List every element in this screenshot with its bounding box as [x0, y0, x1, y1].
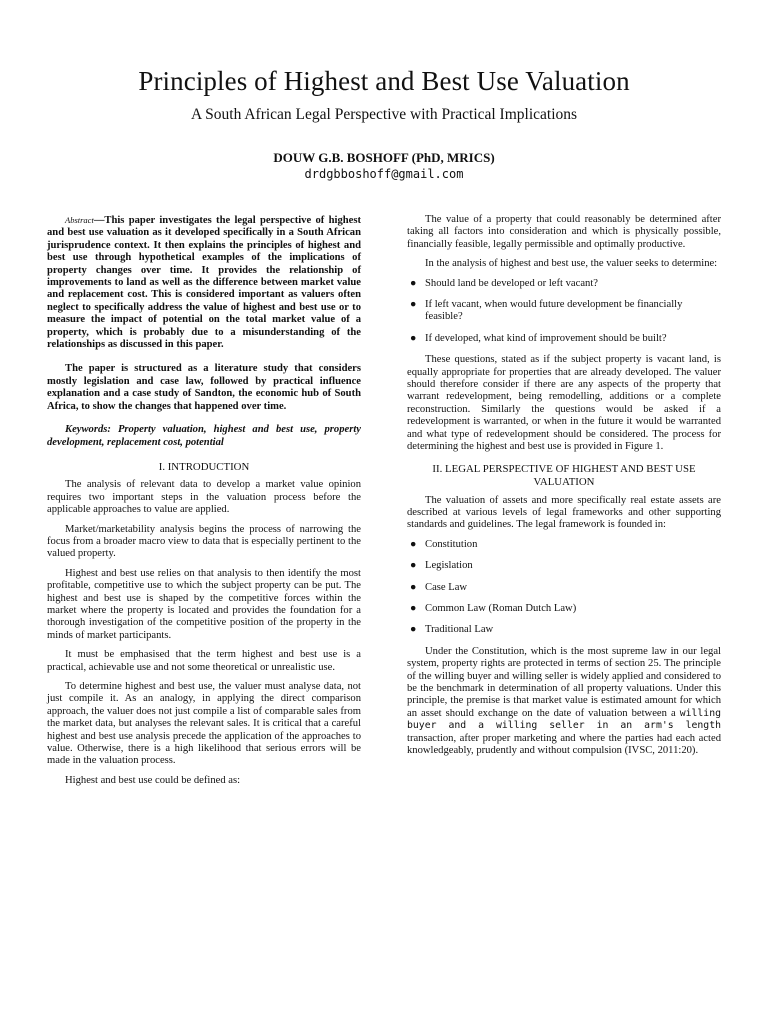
abstract-structure-paragraph: The paper is structured as a literature study that considers mostly legislation and case law, followed by practical influence explanation and a case study of Sandton, the economic hub of South Africa, to show the changes that happened over time. — [47, 363, 361, 412]
abstract-dash: — — [93, 215, 105, 226]
list-item: ● Legislation — [410, 560, 473, 572]
bullet-icon: ● — [410, 581, 417, 593]
bullet-icon: ● — [410, 624, 417, 636]
body-paragraph: These questions, stated as if the subject property is vacant land, is equally appropriate for properties that are already developed. The valuer should therefore consider if there are any aspects of the property that warrant redevelopment, being remodelling, additions or a complete reconstruction. Similarly the questions would be asked if a redevelopment is warranted, or when in the future it would be warranted and what type of redevelopment should be considered. The process for determining the highest and best use is provided in Figure 1. — [407, 354, 721, 453]
definition-paragraph: The value of a property that could reasonably be determined after taking all factors into consideration and which is physically possible, financially feasible, legally permissible and optimally productive. — [407, 214, 721, 250]
body-paragraph: The valuation of assets and more specifically real estate assets are described at various levels of legal frameworks and other supporting standards and guidelines. The legal framework is founded in: — [407, 494, 721, 531]
question-list — [407, 278, 721, 346]
section-heading-legal-perspective: II. LEGAL PERSPECTIVE OF HIGHEST AND BEST USE VALUATION — [432, 462, 696, 488]
paper-title: Principles of Highest and Best Use Valuation — [138, 66, 630, 96]
list-item: ● Case Law — [410, 581, 468, 593]
intro-paragraph: Highest and best use could be defined as: — [65, 774, 241, 786]
intro-paragraph: The analysis of relevant data to develop a market value opinion requires two important steps in the valuation process before the applicable approaches to value are applied. — [47, 479, 361, 516]
bullet-icon: ● — [410, 277, 417, 289]
list-item: ● Common Law (Roman Dutch Law) — [410, 602, 577, 614]
abstract-label: Abstract — [65, 215, 94, 225]
constitution-paragraph: Under the Constitution, which is the most supreme law in our legal system, property rights are protected in terms of section 25. The principle of the willing buyer and willing seller is widely applied and considered to be the benchmark in determination of all property valuations. Under this principle, the premise is that market value is estimated amount for which an asset should exchange on the date of valuation between a willing buyer and a willing seller in an arm's length transaction, after proper marketing and where the parties had each acted knowledgeably, prudently and without compulsion (IVSC, 2011:20). — [407, 645, 721, 756]
bullet-icon: ● — [410, 299, 417, 311]
intro-paragraph: It must be emphasised that the term highest and best use is a practical, achievable use and not some theoretical or unrealistic use. — [47, 649, 361, 673]
framework-list — [407, 539, 721, 637]
bullet-icon: ● — [410, 332, 417, 344]
bullet-icon: ● — [410, 602, 417, 614]
left-column — [47, 214, 361, 794]
right-column — [407, 214, 721, 764]
list-item: ● If developed, what kind of improvement should be built? — [410, 332, 667, 344]
body-paragraph: In the analysis of highest and best use, the valuer seeks to determine: — [425, 258, 718, 270]
bullet-icon: ● — [410, 538, 417, 550]
keywords: Keywords: Property valuation, highest and best use, property development, replacement cost, potential — [47, 424, 361, 448]
abstract-text: This paper investigates the legal perspective of highest and best use valuation as it developed specifically in a South African jurisprudence context. It then explains the principles of highest and best use through hypothetical examples of the implications of property changes over time. It provides the relationship of improvements to land as well as the difference between market value and replacement cost. This is considered important as valuers often neglect to specifically address the value of highest and best use or to measure the impact of potential on the total market value of a property, which is probably due to a misunderstanding of the relationships as discussed in this paper. — [47, 215, 361, 351]
list-item: ● Should land be developed or left vacant? — [410, 277, 598, 289]
paper-subtitle: A South African Legal Perspective with Practical Implications — [190, 106, 578, 123]
intro-paragraph: To determine highest and best use, the valuer must analyse data, not just compile it. As an analogy, in applying the direct comparison approach, the valuer does not just compile a list of comparable sales from the market data, but analyses the relevant sales. It is critical that a careful highest and best use analysis precede the application of the approaches to value. Otherwise, there is a high likelihood that serious errors will be made in the valuation process. — [47, 681, 361, 767]
bullet-icon: ● — [410, 560, 417, 572]
intro-paragraph: Market/marketability analysis begins the process of narrowing the focus from a broader macro view to data that is especially pertinent to the valued property. — [47, 523, 361, 560]
author-name: DOUW G.B. BOSHOFF (PhD, MRICS) — [273, 150, 495, 165]
list-item: ● Traditional Law — [410, 624, 494, 636]
abstract-paragraph — [47, 214, 361, 351]
list-item: ● Constitution — [410, 538, 478, 550]
section-heading-introduction: I. INTRODUCTION — [158, 460, 250, 473]
list-item: ● If left vacant, when would future development be financially feasible? — [410, 299, 683, 323]
author-email: drdgbboshoff@gmail.com — [304, 167, 464, 181]
intro-paragraph: Highest and best use relies on that analysis to then identify the most profitable, competitive use to which the subject property can be put. The highest and best use is shaped by the competitive forces within the market where the property is located and provides the foundation for a thorough investigation of the competitive position of the property in the minds of market participants. — [47, 567, 361, 641]
monospace-text: willing buyer and a willing seller in an arm's length — [407, 707, 721, 732]
